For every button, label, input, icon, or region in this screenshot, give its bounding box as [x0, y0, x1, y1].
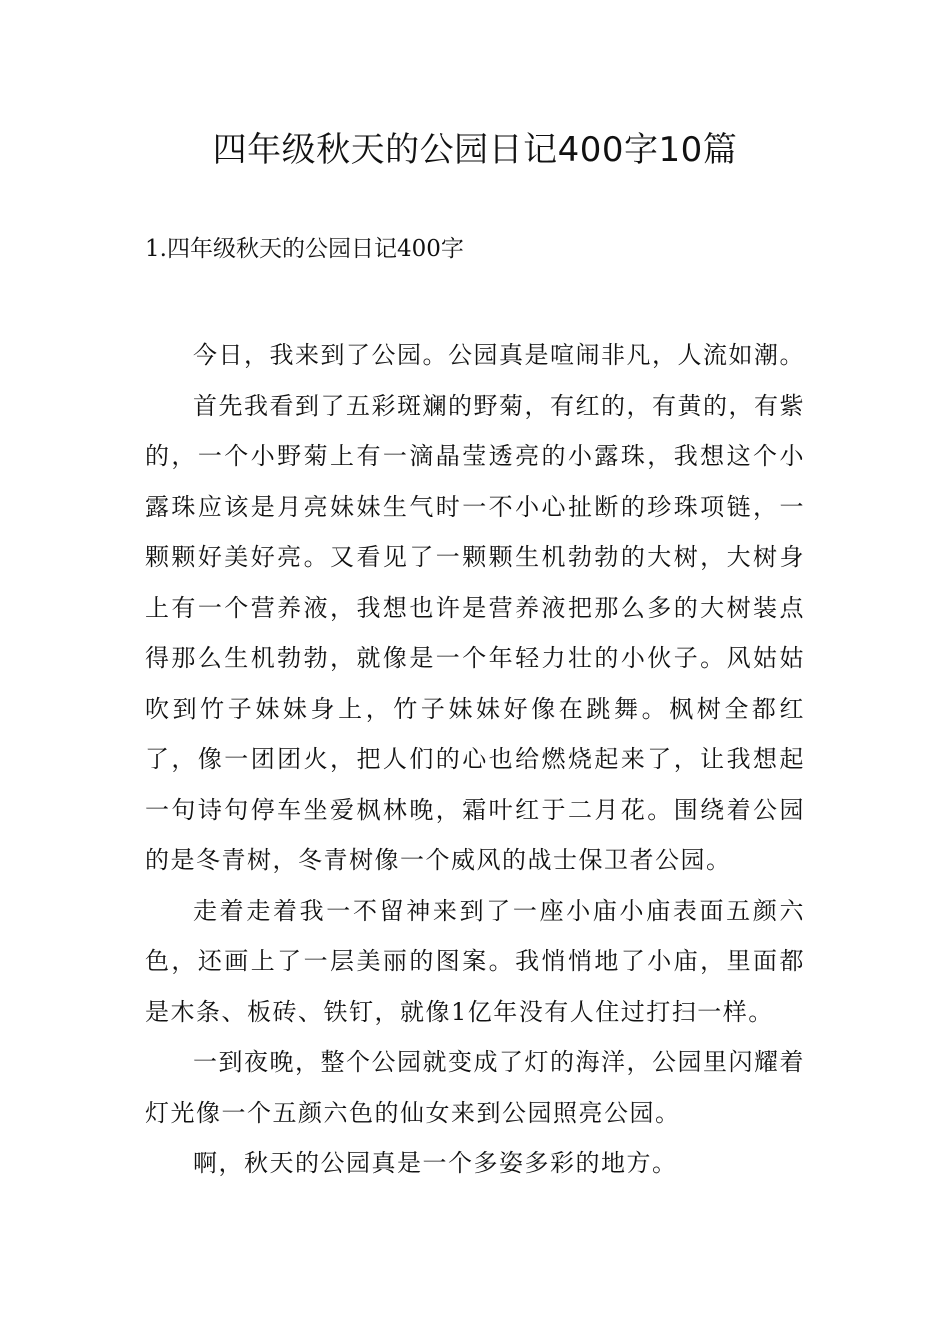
paragraph: 啊，秋天的公园真是一个多姿多彩的地方。 — [193, 1149, 678, 1177]
document-title: 四年级秋天的公园日记400字10篇 — [212, 130, 738, 170]
paragraph: 一到夜晚，整个公园就变成了灯的海洋，公园里闪耀着灯光像一个五颜六色的仙女来到公园照亮公园。 — [145, 1048, 805, 1127]
section-heading: 1.四年级秋天的公园日记400字 — [145, 236, 464, 262]
paragraph: 今日，我来到了公园。公园真是喧闹非凡，人流如潮。 — [193, 341, 805, 369]
paragraph: 走着走着我一不留神来到了一座小庙小庙表面五颜六色，还画上了一层美丽的图案。我悄悄地了小庙，里面都是木条、板砖、铁钉，就像1亿年没有人住过打扫一样。 — [145, 896, 805, 1026]
paragraph: 首先我看到了五彩斑斓的野菊，有红的，有黄的，有紫的，一个小野菊上有一滴晶莹透亮的小露珠，我想这个小露珠应该是月亮妹妹生气时一不小心扯断的珍珠项链，一颗颗好美好亮。又看见了一颗颗生机勃勃的大树，大树身上有一个营养液，我想也许是营养液把那么多的大树装点得那么生机勃勃，就像是一个年轻力壮的小伙子。风姑姑吹到竹子妹妹身上，竹子妹妹好像在跳舞。枫树全都红了，像一团团火，把人们的心也给燃烧起来了，让我想起一句诗句停车坐爱枫林晚，霜叶红于二月花。围绕着公园的是冬青树，冬青树像一个威风的战士保卫者公园。 — [145, 391, 805, 874]
diary-body — [145, 330, 805, 1189]
